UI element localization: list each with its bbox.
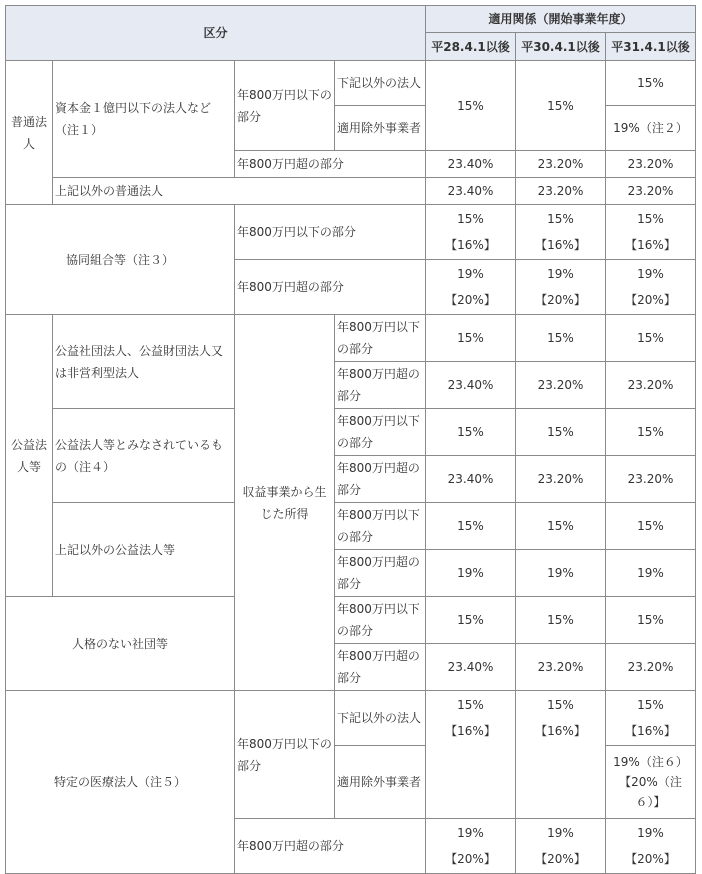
kyodo-under-p1 [426, 205, 516, 260]
iryo-label: 特定の医療法人（注５） [6, 691, 235, 874]
futsu-under8m-label: 年800万円以下の部分 [235, 61, 335, 151]
koeki-minasu-under-p3: 15% [606, 409, 696, 456]
koeki-shaho-under-label: 年800万円以下の部分 [335, 315, 426, 362]
koeki-other-under-p1: 15% [426, 503, 516, 550]
jinkaku-under-p3: 15% [606, 597, 696, 644]
kyodo-over-p2 [516, 260, 606, 315]
rate: 15% [637, 212, 664, 226]
koeki-shaho-over-label: 年800万円超の部分 [335, 362, 426, 409]
rate: 19% [547, 267, 574, 281]
rate-bracket: 【20%】 [445, 852, 496, 866]
iryo-under-p3 [606, 691, 696, 746]
rate: 19% [457, 267, 484, 281]
koeki-other-over-p1: 19% [426, 550, 516, 597]
kyodo-over-p3 [606, 260, 696, 315]
iryo-excluded-label: 適用除外事業者 [335, 746, 426, 819]
koeki-other-over-p3: 19% [606, 550, 696, 597]
koeki-label: 公益法人等 [6, 315, 53, 597]
kyodo-under-p2 [516, 205, 606, 260]
header-period-2: 平30.4.1以後 [516, 33, 606, 61]
rate-bracket: 【20%】 [535, 852, 586, 866]
koeki-other-over-label: 年800万円超の部分 [335, 550, 426, 597]
koeki-minasu-over-p1: 23.40% [426, 456, 516, 503]
futsu-other-corp-label: 下記以外の法人 [335, 61, 426, 106]
kyodo-over-p1 [426, 260, 516, 315]
koeki-shaho-under-p2: 15% [516, 315, 606, 362]
kyodo-under-p3 [606, 205, 696, 260]
rate: 19% [547, 826, 574, 840]
rate: 19% [637, 826, 664, 840]
jinkaku-under-p1: 15% [426, 597, 516, 644]
jinkaku-label: 人格のない社団等 [6, 597, 235, 691]
koeki-other-label: 上記以外の公益法人等 [53, 503, 235, 597]
koeki-shaho-under-p3: 15% [606, 315, 696, 362]
rate-bracket: 【20%】 [625, 293, 676, 307]
jinkaku-over-p2: 23.20% [516, 644, 606, 691]
koeki-other-under-p2: 15% [516, 503, 606, 550]
rate-bracket: 【20%（注６）】 [619, 775, 682, 809]
koeki-shaho-label: 公益社団法人、公益財団法人又は非営利型法人 [53, 315, 235, 409]
rate: 19% [457, 826, 484, 840]
futsu-label: 普通法人 [6, 61, 53, 205]
header-tekiyo: 適用関係（開始事業年度） [426, 6, 696, 33]
rate-bracket: 【16%】 [535, 724, 586, 738]
kyodo-label: 協同組合等（注３） [6, 205, 235, 315]
koeki-minasu-under-label: 年800万円以下の部分 [335, 409, 426, 456]
rate: 15% [457, 698, 484, 712]
jinkaku-over-p3: 23.20% [606, 644, 696, 691]
rate: 19%（注６） [613, 755, 688, 769]
koeki-minasu-label: 公益法人等とみなされているもの（注４） [53, 409, 235, 503]
koeki-minasu-under-p1: 15% [426, 409, 516, 456]
futsu-excl-p3: 19%（注２） [606, 106, 696, 151]
koeki-minasu-over-p3: 23.20% [606, 456, 696, 503]
rate-bracket: 【20%】 [535, 293, 586, 307]
futsu-otherfutsu-p1: 23.40% [426, 178, 516, 205]
rate-bracket: 【16%】 [535, 238, 586, 252]
rate-bracket: 【16%】 [445, 724, 496, 738]
futsu-other-label: 上記以外の普通法人 [53, 178, 426, 205]
rate-bracket: 【16%】 [625, 724, 676, 738]
futsu-otherfutsu-p3: 23.20% [606, 178, 696, 205]
koeki-other-under-label: 年800万円以下の部分 [335, 503, 426, 550]
header-kubun: 区分 [6, 6, 426, 61]
iryo-under8m-label: 年800万円以下の部分 [235, 691, 335, 819]
iryo-under-p1 [426, 691, 516, 819]
iryo-over-p1 [426, 819, 516, 874]
futsu-otherfutsu-p2: 23.20% [516, 178, 606, 205]
futsu-over-p2: 23.20% [516, 151, 606, 178]
futsu-over-p1: 23.40% [426, 151, 516, 178]
jinkaku-under-label: 年800万円以下の部分 [335, 597, 426, 644]
koeki-shaho-over-p2: 23.20% [516, 362, 606, 409]
koeki-shaho-under-p1: 15% [426, 315, 516, 362]
koeki-other-over-p2: 19% [516, 550, 606, 597]
rate: 15% [457, 212, 484, 226]
koeki-minasu-under-p2: 15% [516, 409, 606, 456]
iryo-other-corp-label: 下記以外の法人 [335, 691, 426, 746]
rate: 19% [637, 267, 664, 281]
koeki-shaho-over-p3: 23.20% [606, 362, 696, 409]
header-period-3: 平31.4.1以後 [606, 33, 696, 61]
futsu-under-p1: 15% [426, 61, 516, 151]
iryo-excl-p3 [606, 746, 696, 819]
koeki-other-under-p3: 15% [606, 503, 696, 550]
header-period-1: 平28.4.1以後 [426, 33, 516, 61]
kyodo-under8m-label: 年800万円以下の部分 [235, 205, 426, 260]
kyodo-over8m-label: 年800万円超の部分 [235, 260, 426, 315]
rate: 15% [547, 212, 574, 226]
rate: 15% [547, 698, 574, 712]
rate: 15% [637, 698, 664, 712]
iryo-over-p2 [516, 819, 606, 874]
koeki-minasu-over-p2: 23.20% [516, 456, 606, 503]
jinkaku-over-label: 年800万円超の部分 [335, 644, 426, 691]
futsu-over-p3: 23.20% [606, 151, 696, 178]
futsu-over8m-label: 年800万円超の部分 [235, 151, 426, 178]
futsu-excluded-label: 適用除外事業者 [335, 106, 426, 151]
rate-bracket: 【20%】 [625, 852, 676, 866]
rate-bracket: 【16%】 [445, 238, 496, 252]
corporate-tax-rate-table [5, 5, 696, 874]
iryo-over8m-label: 年800万円超の部分 [235, 819, 426, 874]
futsu-under-p2: 15% [516, 61, 606, 151]
futsu-capital-label: 資本金１億円以下の法人など（注１） [53, 61, 235, 178]
iryo-over-p3 [606, 819, 696, 874]
jinkaku-under-p2: 15% [516, 597, 606, 644]
rate-bracket: 【20%】 [445, 293, 496, 307]
koeki-shaho-over-p1: 23.40% [426, 362, 516, 409]
iryo-under-p2 [516, 691, 606, 819]
rate-bracket: 【16%】 [625, 238, 676, 252]
koeki-income-label: 収益事業から生じた所得 [235, 315, 335, 691]
jinkaku-over-p1: 23.40% [426, 644, 516, 691]
futsu-other-p3: 15% [606, 61, 696, 106]
koeki-minasu-over-label: 年800万円超の部分 [335, 456, 426, 503]
